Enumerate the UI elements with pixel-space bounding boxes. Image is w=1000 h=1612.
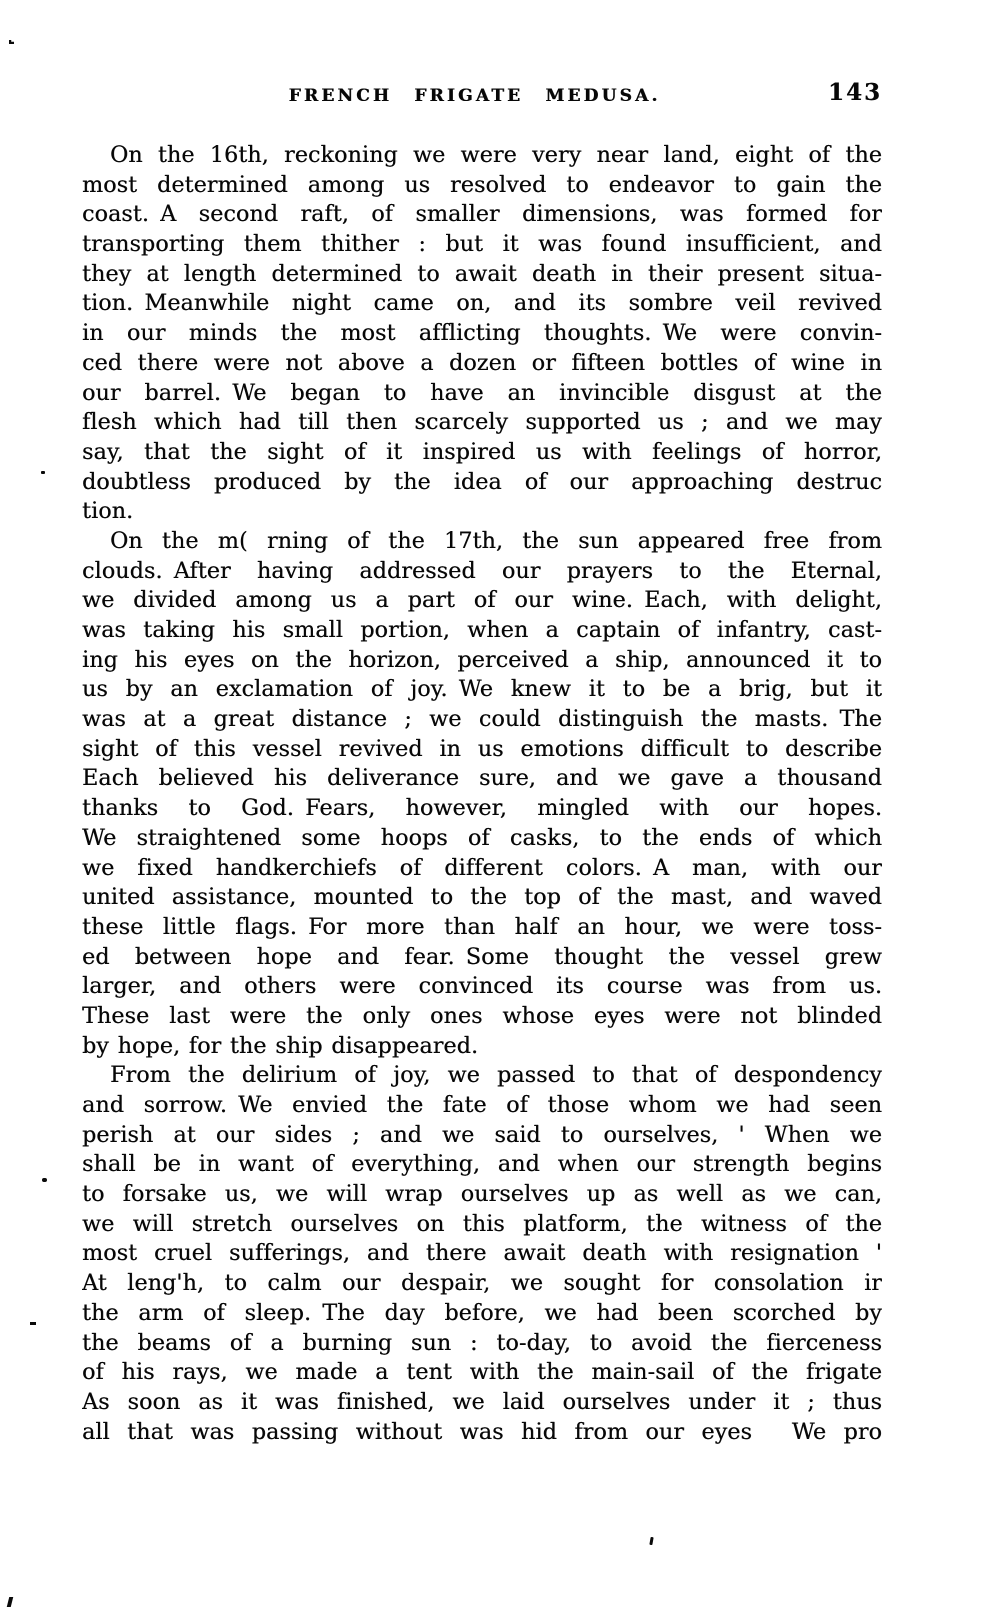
text-line: clouds. After having addressed our prayers to the Eternal, [82, 557, 882, 584]
text-line: coast. A second raft, of smaller dimensions, was formed for [82, 201, 882, 228]
text-line: all that was passing without was hid from our eyes We pro [82, 1418, 882, 1445]
text-line: most determined among us resolved to endeavor to gain the [82, 171, 882, 198]
text-line: thanks to God. Fears, however, mingled with our hopes. [82, 795, 882, 822]
text-line: shall be in want of everything, and when our strength begins [82, 1151, 882, 1178]
text-line: by hope, for the ship disappeared. [82, 1032, 479, 1059]
text-line: These last were the only ones whose eyes were not blinded [82, 1002, 882, 1029]
text-line: us by an exclamation of joy. We knew it to be a brig, but it [82, 676, 882, 703]
text-line: Each believed his deliverance sure, and we gave a thousand [82, 765, 882, 792]
text-line: most cruel sufferings, and there await death with resignation ' [82, 1240, 882, 1267]
text-line: On the 16th, reckoning we were very near land, eight of the [110, 142, 882, 168]
text-line: We straightened some hoops of casks, to the ends of which [82, 824, 882, 851]
ink-dash-margin [30, 1322, 36, 1325]
text-line: united assistance, mounted to the top of the mast, and waved [82, 884, 882, 911]
text-line: sight of this vessel revived in us emotions difficult to describe [82, 735, 882, 762]
ink-speck-top-left [9, 40, 14, 44]
text-line: they at length determined to await death in their present situa- [82, 260, 882, 287]
ink-mark-bottom-left [7, 1597, 13, 1607]
text-line: tion. Meanwhile night came on, and its sombre veil revived [82, 290, 882, 317]
text-line: in our minds the most afflicting thoughts. We were convin- [82, 320, 882, 347]
text-line: flesh which had till then scarcely supported us ; and we may [82, 409, 882, 436]
text-line: ced there were not above a dozen or fifteen bottles of wine in [82, 349, 882, 376]
text-line: From the delirium of joy, we passed to that of despondency [110, 1062, 882, 1089]
text-line: we divided among us a part of our wine. Each, with delight, [82, 587, 882, 614]
text-line: the arm of sleep. The day before, we had been scorched by [82, 1299, 882, 1326]
text-line: On the m( rning of the 17th, the sun appeared free from [110, 527, 882, 554]
running-head [82, 79, 882, 114]
ink-dot-margin-lower [42, 1178, 47, 1182]
text-line: we fixed handkerchiefs of different colors. A man, with our [82, 854, 882, 881]
text-line: ing his eyes on the horizon, perceived a ship, announced it to [82, 646, 882, 673]
text-line: to forsake us, we will wrap ourselves up as well as we can, [82, 1181, 882, 1208]
text-line: larger, and others were convinced its course was from us. [82, 973, 882, 1000]
text-line: At leng'h, to calm our despair, we sought for consolation ir [82, 1270, 882, 1297]
ink-dot-margin-upper [41, 471, 45, 474]
text-line: doubtless produced by the idea of our approaching destruc [82, 468, 882, 495]
page-number: 143 [827, 79, 882, 106]
page-header-title: FRENCH FRIGATE MEDUSA. [288, 86, 661, 106]
text-line: these little flags. For more than half an hour, we were toss- [82, 913, 882, 940]
text-line: was at a great distance ; we could distinguish the masts. The [82, 706, 882, 733]
text-line: of his rays, we made a tent with the main-sail of the frigate [82, 1359, 882, 1386]
text-line: As soon as it was finished, we laid ourselves under it ; thus [82, 1388, 882, 1415]
text-line: ed between hope and fear. Some thought the vessel grew [82, 943, 882, 970]
text-line: was taking his small portion, when a captain of infantry, cast- [82, 617, 882, 643]
text-line: tion. [82, 498, 134, 525]
text-line: transporting them thither : but it was found insufficient, and [82, 231, 882, 258]
ink-comma-below-text [649, 1537, 653, 1545]
text-block [82, 141, 882, 1447]
text-line: we will stretch ourselves on this platform, the witness of the [82, 1210, 882, 1237]
text-line: the beams of a burning sun : to-day, to avoid the fierceness [82, 1329, 882, 1356]
text-line: and sorrow. We envied the fate of those whom we had seen [82, 1092, 882, 1118]
text-line: our barrel. We began to have an invincible disgust at the [82, 379, 882, 406]
text-line: perish at our sides ; and we said to ourselves, ' When we [82, 1121, 882, 1148]
text-line: say, that the sight of it inspired us with feelings of horror, [82, 438, 882, 465]
